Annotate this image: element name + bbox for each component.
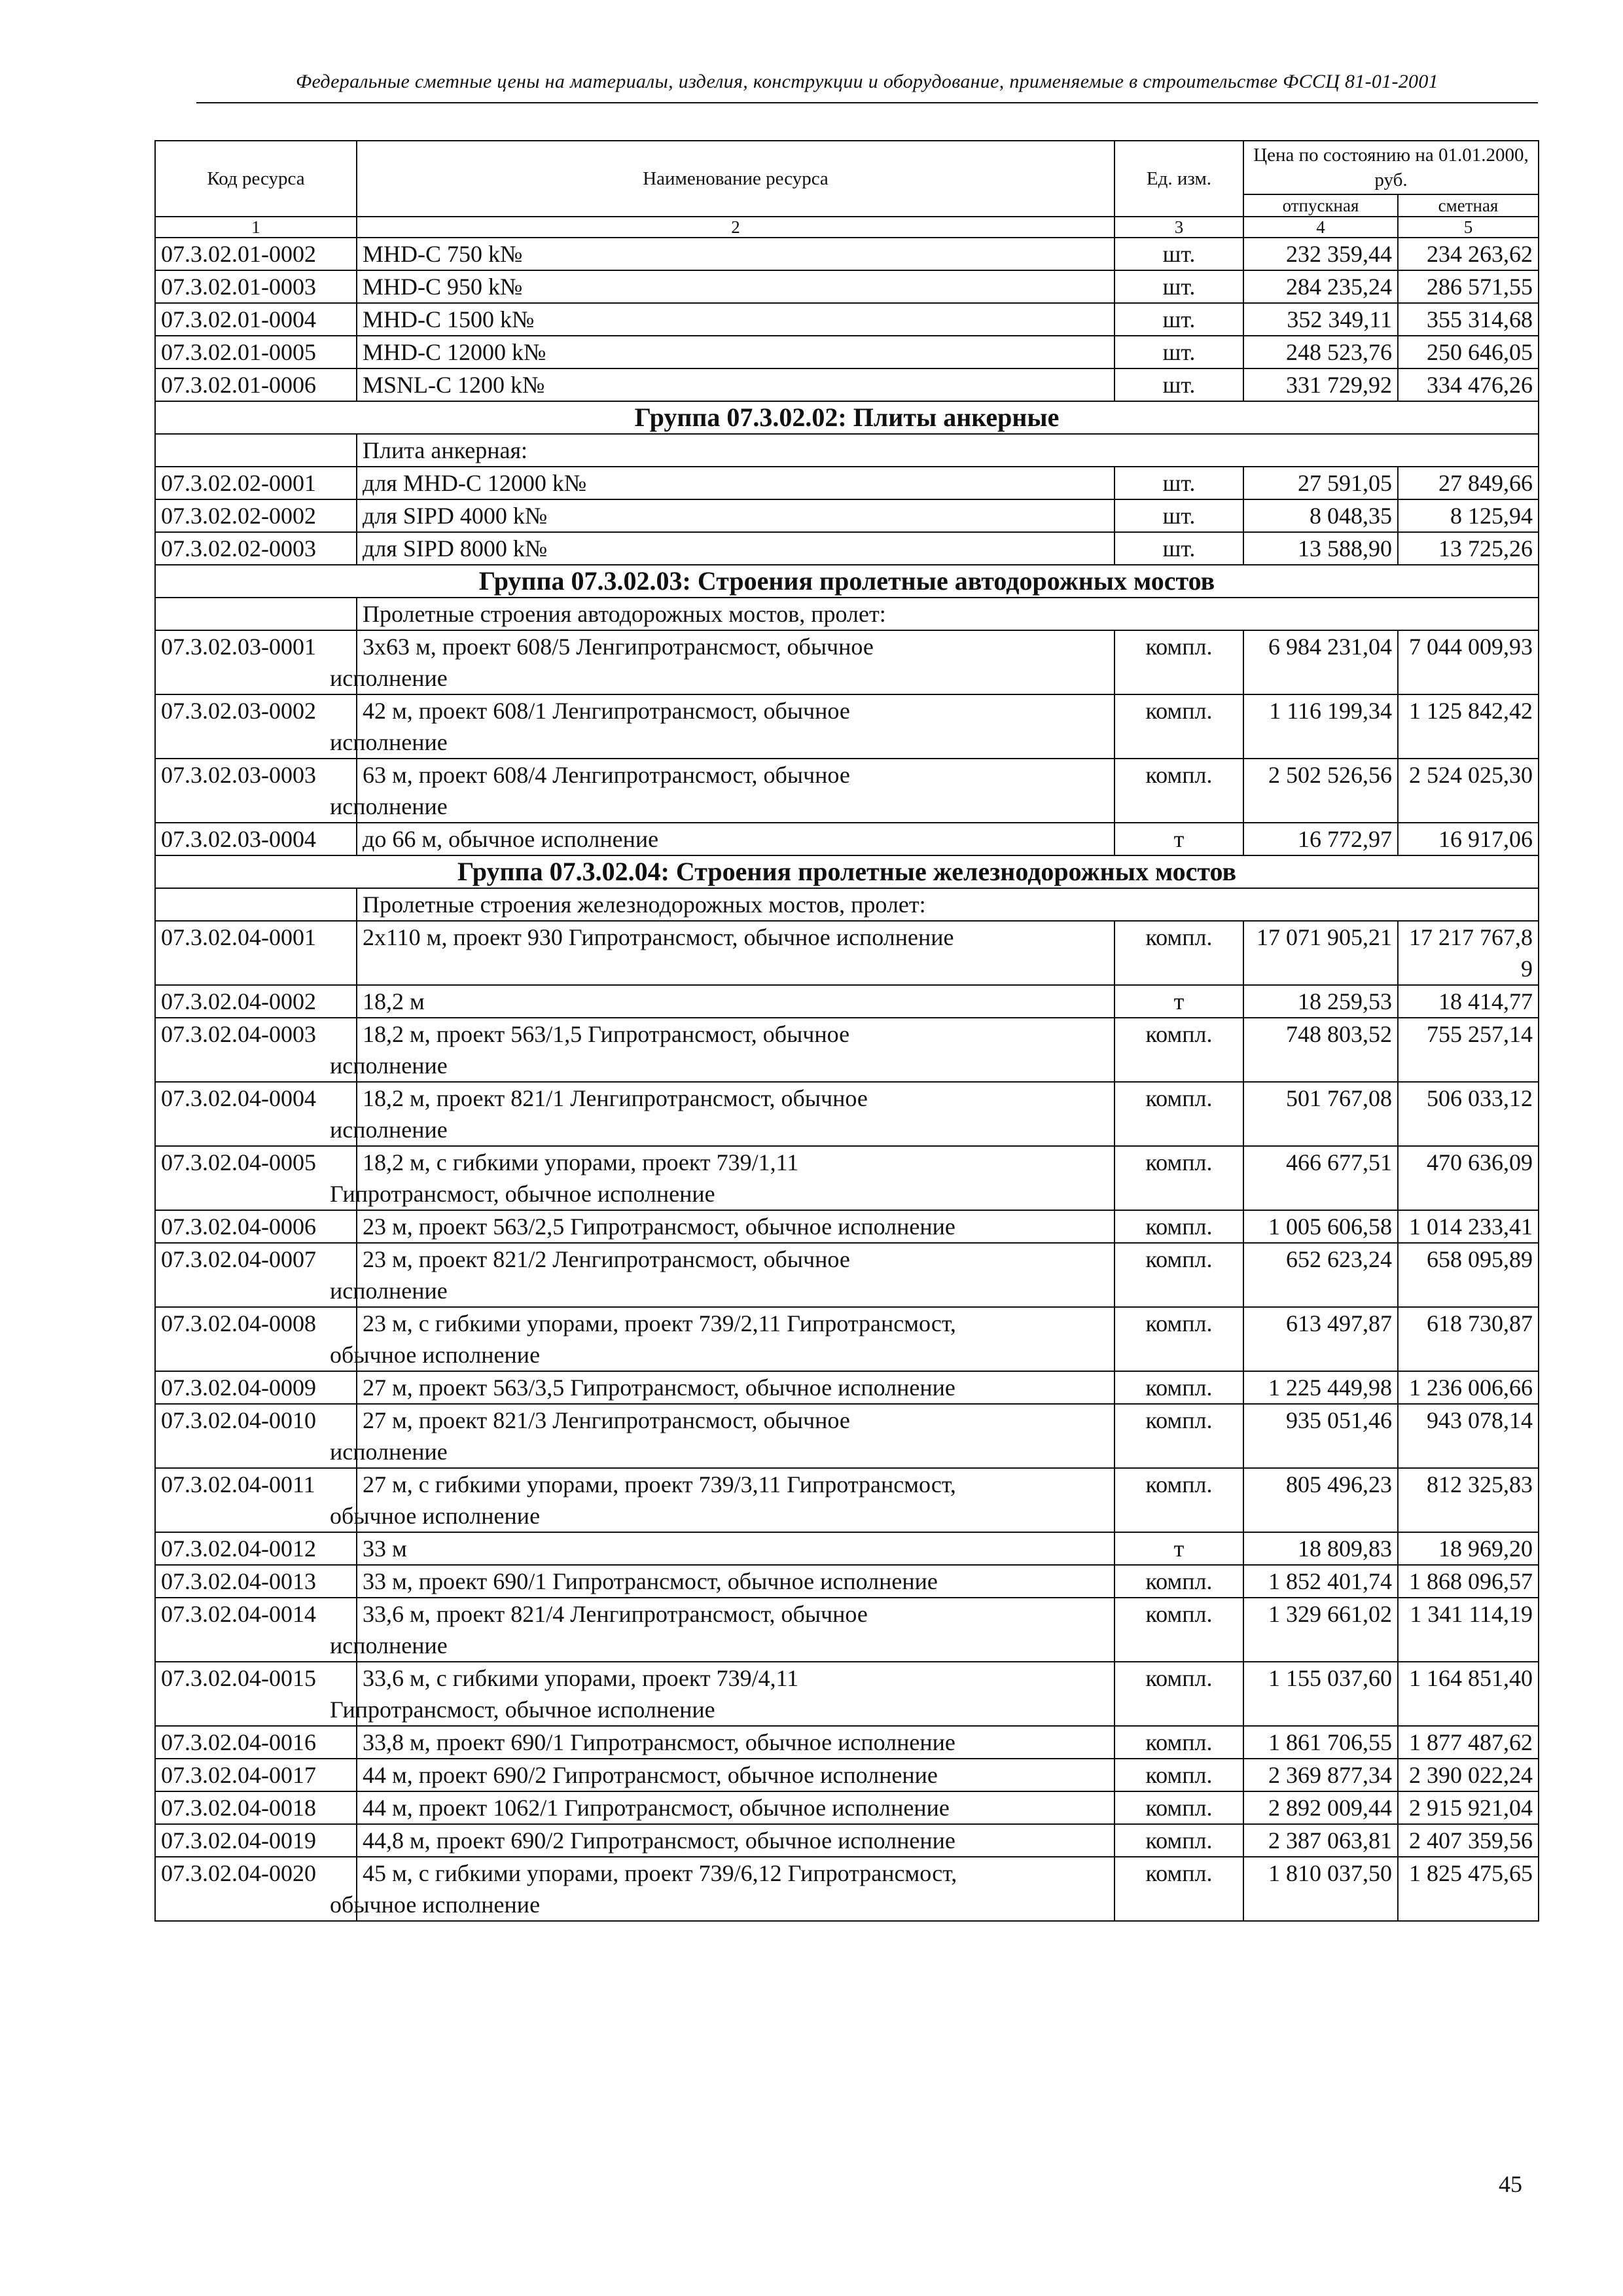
resource-name <box>357 1532 1115 1565</box>
resource-name-line: MSNL-C 1200 k№ <box>363 372 545 398</box>
price-estimate: 16 917,06 <box>1398 823 1539 855</box>
unit: шт. <box>1115 238 1243 270</box>
unit: компл. <box>1115 759 1243 823</box>
resource-name <box>330 759 1115 823</box>
resource-code: 07.3.02.04-0002 <box>155 985 357 1018</box>
resource-name-line: 33 м <box>363 1535 407 1562</box>
resource-name-line: для SIPD 4000 k№ <box>363 503 548 529</box>
resource-name-line: MHD-C 750 k№ <box>363 241 523 267</box>
price-release: 1 329 661,02 <box>1243 1598 1398 1662</box>
unit: компл. <box>1115 1307 1243 1371</box>
price-estimate: 18 969,20 <box>1398 1532 1539 1565</box>
unit: компл. <box>1115 1018 1243 1082</box>
resource-name-continuation: исполнение <box>330 1117 448 1143</box>
group-title: Группа 07.3.02.04: Строения пролетные железнодорожных мостов <box>155 855 1539 888</box>
resource-name-line: MHD-C 1500 k№ <box>363 306 535 332</box>
unit: т <box>1115 823 1243 855</box>
price-release: 935 051,46 <box>1243 1404 1398 1468</box>
price-release: 805 496,23 <box>1243 1468 1398 1532</box>
resource-code: 07.3.02.04-0004 <box>155 1082 357 1146</box>
resource-name <box>357 499 1115 532</box>
resource-name-continuation: исполнение <box>330 1052 448 1079</box>
resource-name-line: 45 м, с гибкими упорами, проект 739/6,12 Гипротрансмост, <box>363 1860 957 1886</box>
unit: компл. <box>1115 1857 1243 1921</box>
resource-code: 07.3.02.04-0009 <box>155 1371 357 1404</box>
resource-code: 07.3.02.04-0018 <box>155 1791 357 1824</box>
resource-code: 07.3.02.04-0001 <box>155 921 357 985</box>
resource-name <box>330 1018 1115 1082</box>
unit: шт. <box>1115 499 1243 532</box>
resource-name-line: 18,2 м, проект 563/1,5 Гипротрансмост, обычное <box>363 1021 850 1047</box>
price-release: 248 523,76 <box>1243 336 1398 368</box>
unit: шт. <box>1115 336 1243 368</box>
col-number: 5 <box>1398 217 1539 238</box>
price-estimate: 17 217 767,89 <box>1398 921 1539 985</box>
table-row <box>155 694 1539 759</box>
resource-code: 07.3.02.04-0008 <box>155 1307 357 1371</box>
section-group-2-rows <box>155 467 1539 565</box>
table-row <box>155 368 1539 401</box>
resource-name-continuation: исполнение <box>330 665 448 691</box>
price-estimate: 1 164 851,40 <box>1398 1662 1539 1726</box>
resource-name-continuation: исполнение <box>330 1439 448 1465</box>
unit: компл. <box>1115 1243 1243 1307</box>
resource-name-line: 23 м, с гибкими упорами, проект 739/2,11 Гипротрансмост, <box>363 1310 956 1336</box>
price-estimate: 1 236 006,66 <box>1398 1371 1539 1404</box>
price-estimate: 470 636,09 <box>1398 1146 1539 1210</box>
unit: компл. <box>1115 1210 1243 1243</box>
resource-code: 07.3.02.01-0003 <box>155 270 357 303</box>
resource-name <box>357 1371 1115 1404</box>
resource-name-line: для SIPD 8000 k№ <box>363 535 548 562</box>
price-estimate: 812 325,83 <box>1398 1468 1539 1532</box>
col-number: 2 <box>357 217 1115 238</box>
col-header-price-estimate: сметная <box>1398 194 1539 217</box>
resource-code: 07.3.02.01-0005 <box>155 336 357 368</box>
resource-name <box>357 532 1115 565</box>
price-release: 2 369 877,34 <box>1243 1759 1398 1791</box>
resource-name-line: 18,2 м, проект 821/1 Ленгипротрансмост, обычное <box>363 1085 868 1111</box>
price-release: 17 071 905,21 <box>1243 921 1398 985</box>
table-row <box>155 921 1539 985</box>
resource-code: 07.3.02.03-0002 <box>155 694 357 759</box>
price-estimate: 943 078,14 <box>1398 1404 1539 1468</box>
resource-name <box>330 1307 1115 1371</box>
resource-name-continuation: обычное исполнение <box>330 1503 541 1529</box>
resource-code: 07.3.02.03-0001 <box>155 630 357 694</box>
table-row <box>155 1243 1539 1307</box>
resource-name <box>357 368 1115 401</box>
unit: компл. <box>1115 921 1243 985</box>
col-header-code: Код ресурса <box>155 141 357 217</box>
resource-name-line: 33 м, проект 690/1 Гипротрансмост, обычное исполнение <box>363 1568 938 1594</box>
resource-code: 07.3.02.04-0015 <box>155 1662 357 1726</box>
table-row <box>155 336 1539 368</box>
page-header: Федеральные сметные цены на материалы, изделия, конструкции и оборудование, применяемые в строительстве ФССЦ 81-01-2001 <box>296 71 1438 92</box>
section-group-3-rows <box>155 630 1539 855</box>
resource-name-line: 42 м, проект 608/1 Ленгипротрансмост, обычное <box>363 698 850 724</box>
price-release: 1 225 449,98 <box>1243 1371 1398 1404</box>
table-row <box>155 467 1539 499</box>
price-release: 466 677,51 <box>1243 1146 1398 1210</box>
resource-name-continuation: Гипротрансмост, обычное исполнение <box>330 1696 715 1723</box>
price-estimate: 506 033,12 <box>1398 1082 1539 1146</box>
resource-name-line: 18,2 м <box>363 988 425 1014</box>
resource-name <box>357 303 1115 336</box>
resource-name-line: 23 м, проект 563/2,5 Гипротрансмост, обычное исполнение <box>363 1213 955 1240</box>
col-header-unit: Ед. изм. <box>1115 141 1243 217</box>
resource-name-line: MHD-C 950 k№ <box>363 274 523 300</box>
resource-name <box>357 238 1115 270</box>
price-release: 6 984 231,04 <box>1243 630 1398 694</box>
unit: компл. <box>1115 1662 1243 1726</box>
resource-name-line: 18,2 м, с гибкими упорами, проект 739/1,11 <box>363 1149 799 1175</box>
unit: шт. <box>1115 270 1243 303</box>
resource-code: 07.3.02.04-0012 <box>155 1532 357 1565</box>
resource-name <box>330 1662 1115 1726</box>
table-row <box>155 823 1539 855</box>
table-row <box>155 1371 1539 1404</box>
price-release: 1 155 037,60 <box>1243 1662 1398 1726</box>
price-release: 232 359,44 <box>1243 238 1398 270</box>
unit: компл. <box>1115 1598 1243 1662</box>
table-row <box>155 1824 1539 1857</box>
unit: компл. <box>1115 630 1243 694</box>
section-group-2 <box>155 401 1539 467</box>
resource-name <box>357 1726 1115 1759</box>
resource-name <box>330 1082 1115 1146</box>
table-row <box>155 1468 1539 1532</box>
resource-name-continuation: Гипротрансмост, обычное исполнение <box>330 1181 715 1207</box>
section-group-4 <box>155 855 1539 921</box>
resource-name-line: MHD-C 12000 k№ <box>363 339 546 365</box>
resource-code: 07.3.02.01-0004 <box>155 303 357 336</box>
resource-code: 07.3.02.04-0006 <box>155 1210 357 1243</box>
header-rule <box>196 102 1538 103</box>
resource-name <box>357 1791 1115 1824</box>
resource-code: 07.3.02.02-0002 <box>155 499 357 532</box>
col-header-name: Наименование ресурса <box>357 141 1115 217</box>
resource-code: 07.3.02.03-0003 <box>155 759 357 823</box>
price-release: 16 772,97 <box>1243 823 1398 855</box>
resource-name-line: 44,8 м, проект 690/2 Гипротрансмост, обычное исполнение <box>363 1827 955 1854</box>
resource-name-continuation: исполнение <box>330 729 448 755</box>
unit: шт. <box>1115 303 1243 336</box>
price-estimate: 658 095,89 <box>1398 1243 1539 1307</box>
group-subtitle: Плита анкерная: <box>357 434 1539 467</box>
resource-name-line: 2х110 м, проект 930 Гипротрансмост, обычное исполнение <box>363 924 954 950</box>
unit: т <box>1115 985 1243 1018</box>
price-release: 1 861 706,55 <box>1243 1726 1398 1759</box>
resource-name-continuation: обычное исполнение <box>330 1342 541 1368</box>
group-title: Группа 07.3.02.02: Плиты анкерные <box>155 401 1539 434</box>
resource-name <box>357 921 1115 985</box>
resource-code: 07.3.02.01-0006 <box>155 368 357 401</box>
price-estimate: 755 257,14 <box>1398 1018 1539 1082</box>
resource-name-line: 63 м, проект 608/4 Ленгипротрансмост, обычное <box>363 762 850 788</box>
resource-name <box>330 1468 1115 1532</box>
resource-code: 07.3.02.04-0017 <box>155 1759 357 1791</box>
resource-code: 07.3.02.04-0014 <box>155 1598 357 1662</box>
price-estimate: 2 915 921,04 <box>1398 1791 1539 1824</box>
price-release: 1 116 199,34 <box>1243 694 1398 759</box>
unit: компл. <box>1115 1759 1243 1791</box>
table-row <box>155 1307 1539 1371</box>
resource-name <box>330 694 1115 759</box>
unit: шт. <box>1115 368 1243 401</box>
table-row <box>155 1857 1539 1921</box>
resource-code: 07.3.02.04-0011 <box>155 1468 357 1532</box>
table-row <box>155 630 1539 694</box>
unit: компл. <box>1115 1082 1243 1146</box>
resource-name <box>357 1824 1115 1857</box>
resource-code: 07.3.02.04-0016 <box>155 1726 357 1759</box>
price-estimate: 1 125 842,42 <box>1398 694 1539 759</box>
table-row <box>155 1598 1539 1662</box>
resource-code: 07.3.02.04-0010 <box>155 1404 357 1468</box>
unit: компл. <box>1115 694 1243 759</box>
unit: компл. <box>1115 1726 1243 1759</box>
group-title: Группа 07.3.02.03: Строения пролетные автодорожных мостов <box>155 565 1539 598</box>
table-row <box>155 238 1539 270</box>
col-number: 4 <box>1243 217 1398 238</box>
price-release: 1 852 401,74 <box>1243 1565 1398 1598</box>
price-estimate: 1 825 475,65 <box>1398 1857 1539 1921</box>
resource-name <box>357 270 1115 303</box>
price-estimate: 334 476,26 <box>1398 368 1539 401</box>
price-estimate: 2 390 022,24 <box>1398 1759 1539 1791</box>
price-estimate: 18 414,77 <box>1398 985 1539 1018</box>
price-estimate: 355 314,68 <box>1398 303 1539 336</box>
resource-code: 07.3.02.03-0004 <box>155 823 357 855</box>
price-estimate: 7 044 009,93 <box>1398 630 1539 694</box>
table-row <box>155 303 1539 336</box>
resource-name-line: 33,6 м, с гибкими упорами, проект 739/4,11 <box>363 1665 799 1691</box>
price-release: 18 809,83 <box>1243 1532 1398 1565</box>
price-estimate: 27 849,66 <box>1398 467 1539 499</box>
resource-code: 07.3.02.04-0007 <box>155 1243 357 1307</box>
resource-name <box>330 1243 1115 1307</box>
unit: компл. <box>1115 1824 1243 1857</box>
resource-code: 07.3.02.04-0003 <box>155 1018 357 1082</box>
resource-name-line: 33,8 м, проект 690/1 Гипротрансмост, обычное исполнение <box>363 1729 955 1755</box>
resource-code: 07.3.02.04-0005 <box>155 1146 357 1210</box>
table-row <box>155 1146 1539 1210</box>
price-release: 8 048,35 <box>1243 499 1398 532</box>
unit: шт. <box>1115 532 1243 565</box>
table-row <box>155 532 1539 565</box>
price-release: 1 005 606,58 <box>1243 1210 1398 1243</box>
resource-name <box>330 1146 1115 1210</box>
table-row <box>155 270 1539 303</box>
unit: шт. <box>1115 467 1243 499</box>
price-release: 613 497,87 <box>1243 1307 1398 1371</box>
price-release: 501 767,08 <box>1243 1082 1398 1146</box>
resource-name-line: 3х63 м, проект 608/5 Ленгипротрансмост, обычное <box>363 634 874 660</box>
resource-name-continuation: обычное исполнение <box>330 1892 541 1918</box>
table-row <box>155 1662 1539 1726</box>
table-row <box>155 1726 1539 1759</box>
resource-name-line: 27 м, проект 821/3 Ленгипротрансмост, обычное <box>363 1407 850 1433</box>
price-release: 2 502 526,56 <box>1243 759 1398 823</box>
unit: компл. <box>1115 1146 1243 1210</box>
resource-name <box>357 1759 1115 1791</box>
unit: компл. <box>1115 1404 1243 1468</box>
resource-name-line: 44 м, проект 1062/1 Гипротрансмост, обычное исполнение <box>363 1795 950 1821</box>
price-release: 2 892 009,44 <box>1243 1791 1398 1824</box>
price-estimate: 13 725,26 <box>1398 532 1539 565</box>
resource-name-continuation: исполнение <box>330 1632 448 1659</box>
table-row <box>155 1565 1539 1598</box>
resource-code: 07.3.02.04-0020 <box>155 1857 357 1921</box>
resource-name-line: до 66 м, обычное исполнение <box>363 826 659 852</box>
resource-name-line: 27 м, проект 563/3,5 Гипротрансмост, обычное исполнение <box>363 1374 955 1401</box>
table-row <box>155 1018 1539 1082</box>
price-estimate: 8 125,94 <box>1398 499 1539 532</box>
col-header-price-release: отпускная <box>1243 194 1398 217</box>
resource-code: 07.3.02.04-0013 <box>155 1565 357 1598</box>
price-release: 748 803,52 <box>1243 1018 1398 1082</box>
resource-name <box>330 630 1115 694</box>
resource-name-line: 23 м, проект 821/2 Ленгипротрансмост, обычное <box>363 1246 850 1272</box>
price-estimate: 1 877 487,62 <box>1398 1726 1539 1759</box>
unit: компл. <box>1115 1468 1243 1532</box>
col-number: 1 <box>155 217 357 238</box>
table-row <box>155 1404 1539 1468</box>
group-subtitle: Пролетные строения железнодорожных мостов, пролет: <box>357 888 1539 921</box>
table-row <box>155 1759 1539 1791</box>
col-number: 3 <box>1115 217 1243 238</box>
table-row <box>155 499 1539 532</box>
unit: компл. <box>1115 1565 1243 1598</box>
price-release: 1 810 037,50 <box>1243 1857 1398 1921</box>
resource-name <box>357 336 1115 368</box>
price-estimate: 286 571,55 <box>1398 270 1539 303</box>
price-estimate: 2 524 025,30 <box>1398 759 1539 823</box>
price-estimate: 1 868 096,57 <box>1398 1565 1539 1598</box>
price-estimate: 234 263,62 <box>1398 238 1539 270</box>
price-estimate: 1 341 114,19 <box>1398 1598 1539 1662</box>
resource-name <box>330 1404 1115 1468</box>
resource-code: 07.3.02.02-0003 <box>155 532 357 565</box>
resource-code: 07.3.02.02-0001 <box>155 467 357 499</box>
section-top <box>155 238 1539 401</box>
table-row <box>155 1532 1539 1565</box>
resource-name <box>357 467 1115 499</box>
price-table <box>154 140 1539 1922</box>
section-group-4-rows <box>155 921 1539 1921</box>
price-release: 652 623,24 <box>1243 1243 1398 1307</box>
resource-name <box>330 1598 1115 1662</box>
section-group-3 <box>155 565 1539 630</box>
price-estimate: 1 014 233,41 <box>1398 1210 1539 1243</box>
col-header-price: Цена по состоянию на 01.01.2000, руб. <box>1243 141 1539 194</box>
price-release: 13 588,90 <box>1243 532 1398 565</box>
resource-name <box>357 985 1115 1018</box>
resource-name-continuation: исполнение <box>330 793 448 819</box>
resource-name-continuation: исполнение <box>330 1278 448 1304</box>
price-release: 331 729,92 <box>1243 368 1398 401</box>
price-release: 18 259,53 <box>1243 985 1398 1018</box>
resource-code: 07.3.02.04-0019 <box>155 1824 357 1857</box>
group-subtitle: Пролетные строения автодорожных мостов, пролет: <box>357 598 1539 630</box>
resource-name-line: 33,6 м, проект 821/4 Ленгипротрансмост, обычное <box>363 1601 868 1627</box>
table-row <box>155 759 1539 823</box>
price-estimate: 2 407 359,56 <box>1398 1824 1539 1857</box>
resource-name <box>330 1857 1115 1921</box>
resource-name-line: 27 м, с гибкими упорами, проект 739/3,11 Гипротрансмост, <box>363 1471 956 1498</box>
resource-name <box>357 823 1115 855</box>
resource-name <box>357 1565 1115 1598</box>
unit: т <box>1115 1532 1243 1565</box>
resource-code: 07.3.02.01-0002 <box>155 238 357 270</box>
price-estimate: 618 730,87 <box>1398 1307 1539 1371</box>
price-release: 2 387 063,81 <box>1243 1824 1398 1857</box>
resource-name-line: для MHD-C 12000 k№ <box>363 470 587 496</box>
price-release: 352 349,11 <box>1243 303 1398 336</box>
price-estimate: 250 646,05 <box>1398 336 1539 368</box>
resource-name <box>357 1210 1115 1243</box>
table-row <box>155 1082 1539 1146</box>
table-row <box>155 1791 1539 1824</box>
price-release: 27 591,05 <box>1243 467 1398 499</box>
table-row <box>155 985 1539 1018</box>
price-release: 284 235,24 <box>1243 270 1398 303</box>
unit: компл. <box>1115 1791 1243 1824</box>
unit: компл. <box>1115 1371 1243 1404</box>
resource-name-line: 44 м, проект 690/2 Гипротрансмост, обычное исполнение <box>363 1762 938 1788</box>
page-number: 45 <box>1499 2171 1522 2197</box>
table-row <box>155 1210 1539 1243</box>
